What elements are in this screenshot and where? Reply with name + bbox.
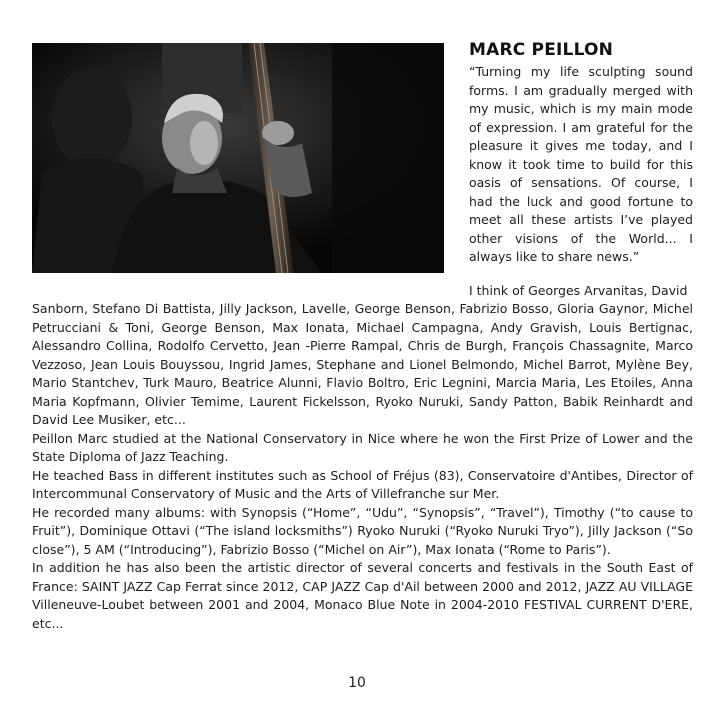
teaching-paragraph: He teached Bass in different institutes such as School of Fréjus (83), Conservatoire d'Antibes, Director of Intercommunal Conservatory of Music and the Arts of Villefranche sur Mer. bbox=[32, 467, 693, 501]
page-number: 10 bbox=[348, 675, 366, 691]
artist-quote: “Turning my life sculpting sound forms. I am gradually merged with my music, which is my main mode of expression. I am grateful for the pleasure it gives me today, and I know it took time to build for this oasis of sensations. Of course, I had the luck and good fortune to meet all these artists I’ve played other visions of the World... I always like to share news.” bbox=[469, 64, 693, 264]
musician-photo bbox=[32, 43, 444, 273]
education-paragraph: Peillon Marc studied at the National Conservatory in Nice where he won the First Prize of Lower and the State Diploma of Jazz Teaching. bbox=[32, 430, 693, 464]
artist-name-heading: MARC PEILLON bbox=[469, 40, 614, 60]
collaborators-paragraph: Sanborn, Stefano Di Battista, Jilly Jackson, Lavelle, George Benson, Fabrizio Bosso, Gloria Gaynor, Michel Petrucciani & Toni, George Benson, Max Ionata, Michael Campagna, Andy Gravish, Louis Bertignac, Alessandro Collina, Rodolfo Cervetto, Jean -Pierre Rampal, Chris de Burgh, François Chassagnite, Marco Vezzoso, Jean Louis Bouyssou, Ingrid James, Stephane and Lionel Belmondo, Michel Barrot, Mylène Bey, Mario Stantchev, Turk Mauro, Beatrice Alunni, Flavio Boltro, Eric Legnini, Marcia Maria, Les Etoiles, Anna Maria Kopfmann, Olivier Temime, Laurent Fickelsson, Ryoko Nuruki, Sandy Patton, Babik Reinhardt and David Lee Musiker, etc... bbox=[32, 301, 693, 427]
biography-text bbox=[32, 300, 693, 633]
intro-line: I think of Georges Arvanitas, David bbox=[469, 283, 688, 298]
recordings-paragraph: He recorded many albums: with Synopsis (“Home”, “Udu”, “Synopsis”, “Travel”), Timothy (“to cause to Fruit”), Dominique Ottavi (“The island locksmiths”) Ryoko Nuruki (“Ryoko Nuruki Tryo”), Jilly Jackson (“So close”), 5 AM (“Introducing”), Fabrizio Bosso (“Michel on Air”), Max Ionata (“Rome to Paris”). bbox=[32, 504, 693, 557]
festivals-paragraph: In addition he has also been the artistic director of several concerts and festivals in the South East of France: SAINT JAZZ Cap Ferrat since 2012, CAP JAZZ Cap d'Ail between 2000 and 2012, JAZZ AU VILLAGE Villeneuve-Loubet between 2001 and 2004, Monaco Blue Note in 2004-2010 FESTIVAL CURRENT D'ERE, etc... bbox=[32, 560, 693, 631]
